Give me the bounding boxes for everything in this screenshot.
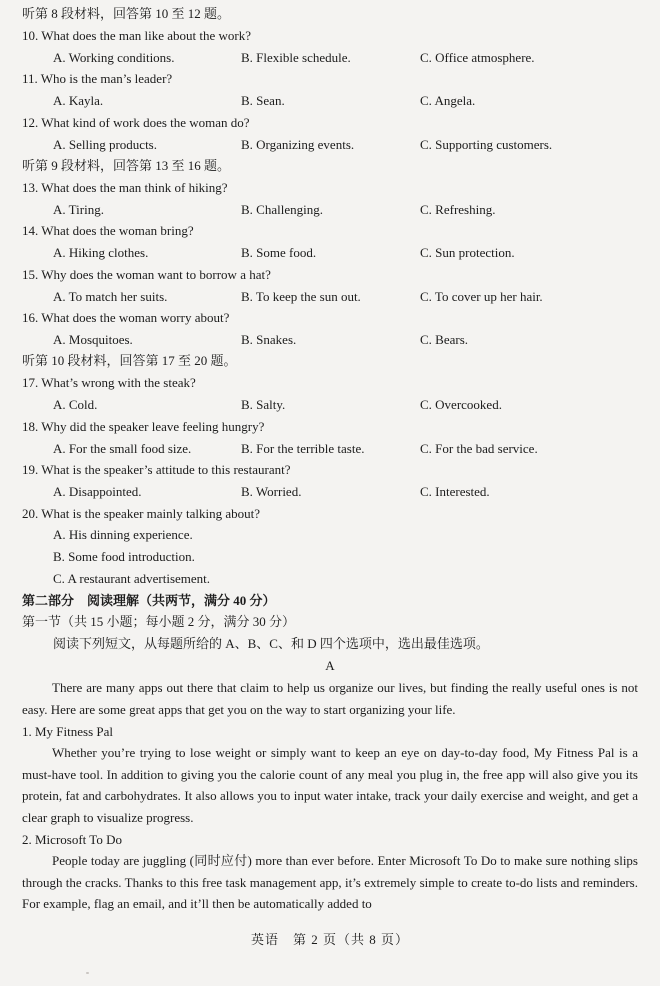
option-18-a: A. For the small food size. <box>53 441 192 456</box>
reading-instruction: 阅读下列短文，从每题所给的 A、B、C、和 D 四个选项中，选出最佳选项。 <box>53 636 489 651</box>
scan-speck <box>86 972 89 974</box>
section-9-instruction: 听第 9 段材料，回答第 13 至 16 题。 <box>22 158 231 173</box>
question-18: 18. Why did the speaker leave feeling hungry? <box>22 419 265 434</box>
option-13-b: B. Challenging. <box>241 202 323 217</box>
option-17-c: C. Overcooked. <box>420 397 502 412</box>
options-16 <box>0 332 660 348</box>
option-10-a: A. Working conditions. <box>53 50 175 65</box>
option-11-b: B. Sean. <box>241 93 285 108</box>
passage-intro <box>22 677 638 720</box>
option-20-c: C. A restaurant advertisement. <box>53 571 211 586</box>
question-19: 19. What is the speaker’s attitude to this restaurant? <box>22 462 291 477</box>
option-14-c: C. Sun protection. <box>420 245 515 260</box>
question-16: 16. What does the woman worry about? <box>22 310 230 325</box>
options-15 <box>0 289 660 305</box>
option-10-c: C. Office atmosphere. <box>420 50 535 65</box>
option-12-b: B. Organizing events. <box>241 137 355 152</box>
page-footer: 英语 第 2 页（共 8 页） <box>250 932 409 947</box>
option-18-b: B. For the terrible taste. <box>241 441 365 456</box>
option-17-b: B. Salty. <box>241 397 286 412</box>
option-12-a: A. Selling products. <box>53 137 157 152</box>
app-2-title: 2. Microsoft To Do <box>22 832 122 847</box>
option-18-c: C. For the bad service. <box>420 441 538 456</box>
app-2-text: People today are juggling (同时应付) more than ever before. Enter Microsoft To Do to make sure nothing slips through the cracks. Thanks to this free task management app, it’s extremely simple to create to-do lists and reminders. For example, flag an email, and it’ll then be automatically added to <box>22 853 638 912</box>
option-20-b: B. Some food introduction. <box>53 549 195 564</box>
option-14-a: A. Hiking clothes. <box>53 245 149 260</box>
app-1-paragraph <box>22 742 638 829</box>
option-17-a: A. Cold. <box>53 397 98 412</box>
options-17 <box>0 397 660 413</box>
options-14 <box>0 245 660 261</box>
option-19-b: B. Worried. <box>241 484 302 499</box>
question-10: 10. What does the man like about the work? <box>22 28 252 43</box>
option-20-a: A. His dinning experience. <box>53 527 193 542</box>
question-11: 11. Who is the man’s leader? <box>22 71 173 86</box>
option-13-c: C. Refreshing. <box>420 202 496 217</box>
option-11-c: C. Angela. <box>420 93 476 108</box>
section-10-instruction: 听第 10 段材料，回答第 17 至 20 题。 <box>22 353 237 368</box>
question-13: 13. What does the man think of hiking? <box>22 180 228 195</box>
question-17: 17. What’s wrong with the steak? <box>22 375 196 390</box>
option-13-a: A. Tiring. <box>53 202 104 217</box>
option-19-c: C. Interested. <box>420 484 490 499</box>
app-1-text: Whether you’re trying to lose weight or simply want to keep an eye on day-to-day food, My Fitness Pal is a must-have tool. In addition to giving you the calorie count of any meal you plug in, the free app will also give you its protein, fat and carbohydrates. It also allows you to input water intake, track your daily exercise and weight, and get a clear graph to visualize progress. <box>22 745 638 826</box>
option-16-c: C. Bears. <box>420 332 469 347</box>
option-19-a: A. Disappointed. <box>53 484 142 499</box>
passage-label: A <box>325 658 335 673</box>
options-19 <box>0 484 660 500</box>
option-15-b: B. To keep the sun out. <box>241 289 361 304</box>
app-1-title: 1. My Fitness Pal <box>22 724 114 739</box>
options-12 <box>0 137 660 153</box>
option-14-b: B. Some food. <box>241 245 317 260</box>
option-10-b: B. Flexible schedule. <box>241 50 351 65</box>
passage-intro-text: There are many apps out there that claim to help us organize our lives, but finding the really useful ones is not easy. Here are some great apps that get you on the way to start organizing your life. <box>22 680 638 717</box>
option-15-c: C. To cover up her hair. <box>420 289 543 304</box>
options-10 <box>0 50 660 66</box>
option-12-c: C. Supporting customers. <box>420 137 553 152</box>
question-12: 12. What kind of work does the woman do? <box>22 115 250 130</box>
section-1-heading: 第一节（共 15 小题；每小题 2 分，满分 30 分） <box>22 614 296 629</box>
option-15-a: A. To match her suits. <box>53 289 168 304</box>
app-2-paragraph <box>22 850 638 915</box>
part-2-heading: 第二部分 阅读理解（共两节，满分 40 分） <box>22 593 276 608</box>
question-15: 15. Why does the woman want to borrow a hat? <box>22 267 271 282</box>
options-18 <box>0 441 660 457</box>
option-16-b: B. Snakes. <box>241 332 297 347</box>
section-8-instruction: 听第 8 段材料，回答第 10 至 12 题。 <box>22 6 231 21</box>
option-16-a: A. Mosquitoes. <box>53 332 133 347</box>
options-13 <box>0 202 660 218</box>
question-20: 20. What is the speaker mainly talking about? <box>22 506 261 521</box>
option-11-a: A. Kayla. <box>53 93 104 108</box>
question-14: 14. What does the woman bring? <box>22 223 194 238</box>
options-11 <box>0 93 660 109</box>
